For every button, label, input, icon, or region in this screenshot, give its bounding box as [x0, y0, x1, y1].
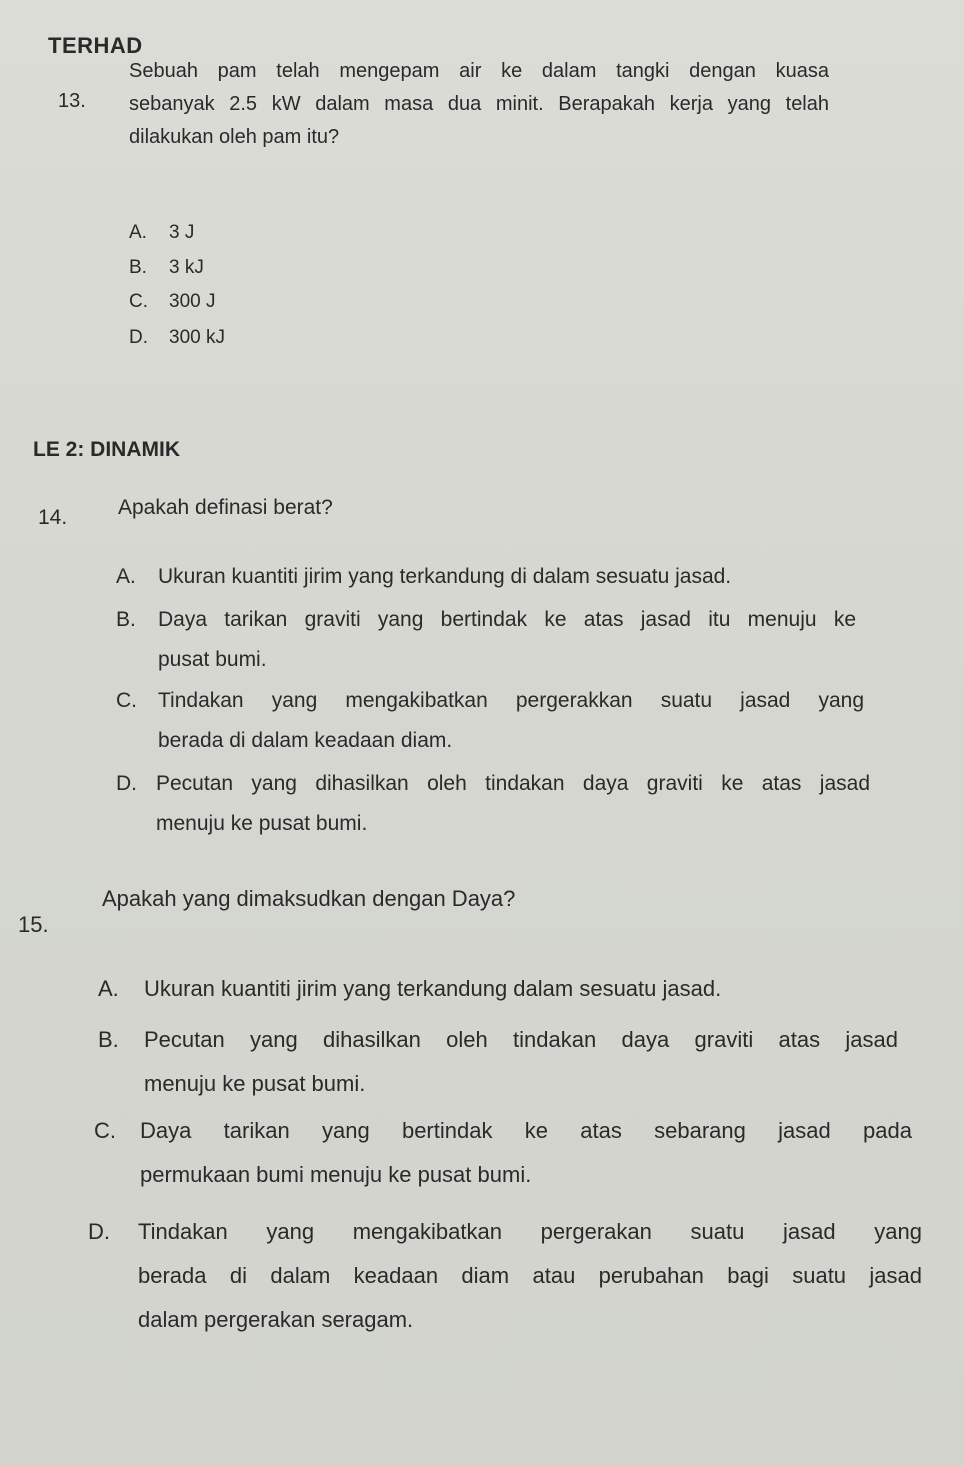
question-13-line: Sebuah pam telah mengepam air ke dalam tangki dengan kuasa	[129, 60, 829, 82]
question-13-text	[129, 55, 829, 154]
question-13-number: 13.	[58, 90, 86, 112]
q14-option-d	[116, 764, 870, 844]
classification-header: TERHAD	[48, 33, 143, 58]
question-15-text: Apakah yang dimaksudkan dengan Daya?	[102, 886, 516, 911]
q14-option-c	[116, 681, 864, 761]
option-letter: C.	[94, 1118, 116, 1143]
q15-option-a	[98, 967, 838, 1011]
option-line: berada di dalam keadaan diam.	[158, 729, 453, 752]
option-letter: C.	[116, 689, 137, 712]
option-letter: A.	[98, 976, 119, 1001]
option-line: Ukuran kuantiti jirim yang terkandung dalam sesuatu jasad.	[144, 976, 722, 1001]
question-13-line: dilakukan oleh pam itu?	[129, 126, 340, 148]
option-line: Ukuran kuantiti jirim yang terkandung di dalam sesuatu jasad.	[158, 565, 732, 588]
option-text: 300 kJ	[169, 327, 225, 348]
option-line: berada di dalam keadaan diam atau perubahan bagi suatu jasad	[138, 1263, 922, 1288]
option-line: Tindakan yang mengakibatkan pergerakan suatu jasad yang	[138, 1219, 922, 1244]
q13-option-a	[129, 222, 194, 244]
q14-option-b	[116, 600, 856, 680]
option-line: permukaan bumi menuju ke pusat bumi.	[140, 1162, 532, 1187]
option-letter: D.	[88, 1219, 110, 1244]
q13-option-d	[129, 327, 225, 349]
option-line: pusat bumi.	[158, 648, 267, 671]
option-line: dalam pergerakan seragam.	[138, 1307, 414, 1332]
option-letter: B.	[116, 608, 136, 631]
option-line: Tindakan yang mengakibatkan pergerakkan suatu jasad yang	[158, 689, 864, 712]
question-15-number: 15.	[18, 912, 49, 937]
section-title: LE 2: DINAMIK	[33, 438, 180, 461]
option-text: 3 kJ	[169, 257, 204, 278]
q15-option-b	[98, 1018, 898, 1106]
q13-option-b	[129, 257, 204, 279]
option-letter: A.	[116, 565, 136, 588]
q13-option-c	[129, 291, 215, 313]
question-14-number: 14.	[38, 506, 68, 529]
option-text: 300 J	[169, 291, 216, 312]
option-letter: D.	[116, 772, 137, 795]
option-letter: A.	[129, 222, 147, 243]
option-letter: D.	[129, 327, 148, 348]
question-13-line: sebanyak 2.5 kW dalam masa dua minit. Berapakah kerja yang telah	[129, 93, 829, 115]
option-letter: C.	[129, 291, 148, 312]
q15-option-d	[88, 1210, 922, 1342]
option-letter: B.	[129, 257, 147, 278]
option-letter: B.	[98, 1027, 119, 1052]
option-line: Daya tarikan graviti yang bertindak ke atas jasad itu menuju ke	[158, 608, 856, 631]
option-line: Pecutan yang dihasilkan oleh tindakan daya graviti atas jasad	[144, 1027, 898, 1052]
option-line: Pecutan yang dihasilkan oleh tindakan daya graviti ke atas jasad	[156, 772, 870, 795]
option-line: Daya tarikan yang bertindak ke atas sebarang jasad pada	[140, 1118, 912, 1143]
q14-option-a	[116, 557, 856, 597]
question-14-text: Apakah definasi berat?	[118, 496, 333, 519]
option-line: menuju ke pusat bumi.	[156, 812, 368, 835]
q15-option-c	[94, 1109, 912, 1197]
option-line: menuju ke pusat bumi.	[144, 1071, 366, 1096]
option-text: 3 J	[169, 222, 195, 243]
